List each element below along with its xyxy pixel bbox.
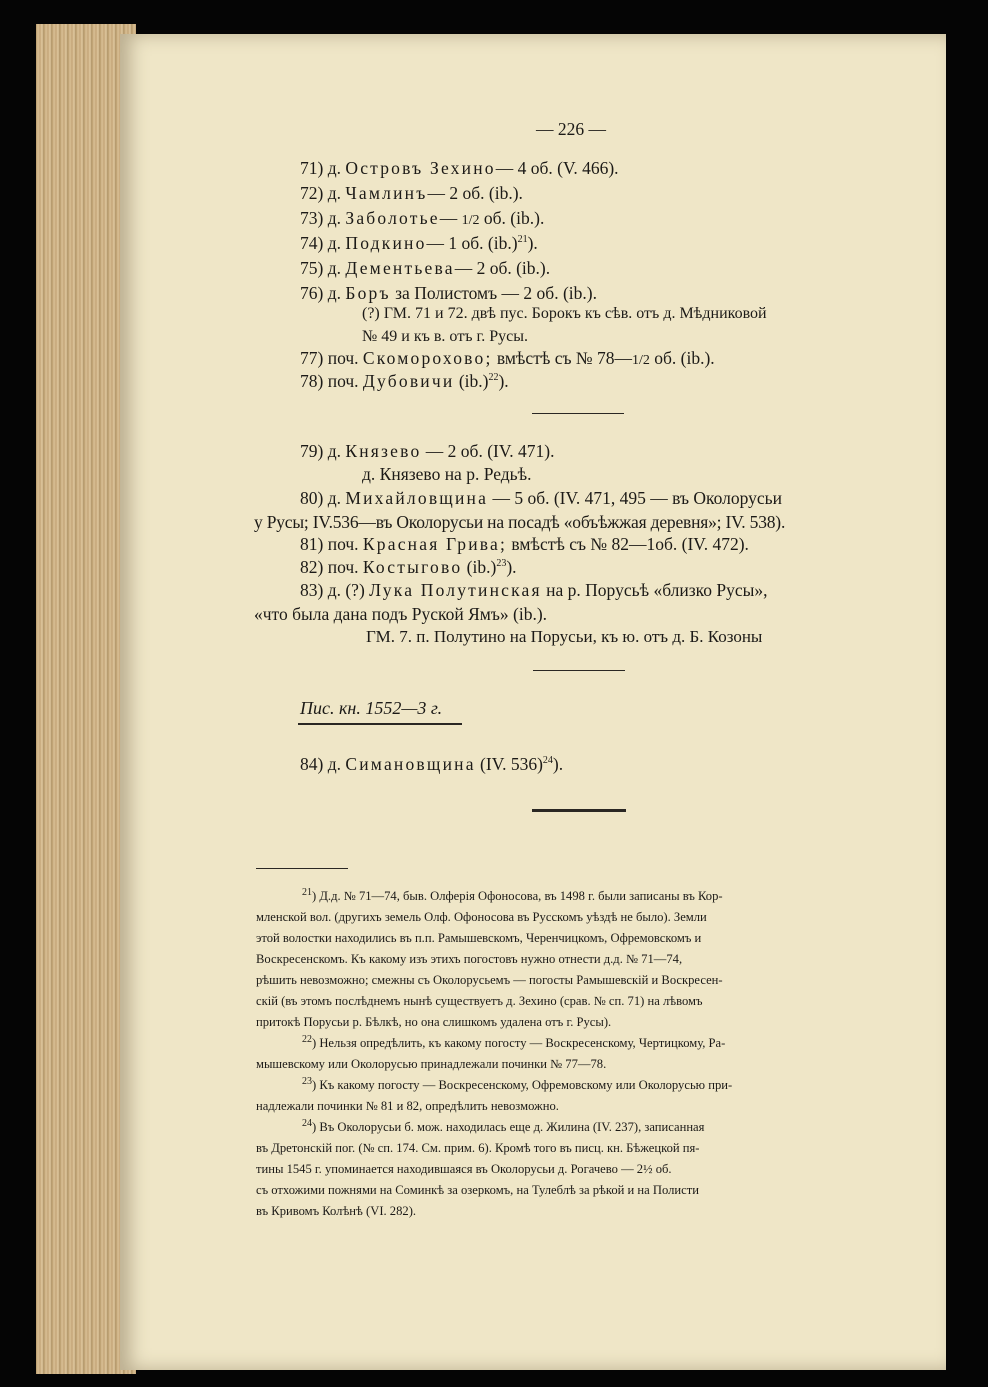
footnote-24-line-2: въ Дретонскій пог. (№ сп. 174. См. прим. 6). Кромѣ того въ писц. кн. Бѣжецкой пя- [256,1141,700,1155]
footnote-22-line-1: $^{22}$) Нельзя опредѣлить, къ какому погосту — Воскресенскому, Чертицкому, Ра- [302,1033,726,1050]
section-divider [533,670,625,671]
entry-71: 71) д. Островъ Зехино— 4 об. (V. 466). [300,158,619,178]
entry-82: 82) поч. Костыгово $(ib.)^{23}$). [300,557,517,577]
footnote-21-line-6: скій (въ этомъ послѣднемъ нынѣ существуетъ д. Зехино (срав. № сп. 71) на лѣвомъ [256,994,703,1008]
entry-83-continued: «что была дана подъ Руской Ямъ» (ib.). [254,604,548,624]
entry-80: 80) д. Михайловщина — 5 об. (IV. 471, 495 — въ Околорусьи [300,488,783,508]
footnote-21-line-2: мленской вол. (другихъ земель Олф. Офоносова въ Русскомъ уѣздѣ не было). Земли [256,910,707,924]
footnote-21-line-5: рѣшить невозможно; смежны съ Околорусьемъ — погосты Рамышевскій и Воскресен- [256,973,723,987]
entry-79-variant: д. Князево на р. Редьѣ. [362,464,532,484]
footnote-24-line-5: въ Кривомъ Колѣнѣ (VI. 282). [256,1204,417,1218]
footnote-21-line-7: притокѣ Порусьи р. Бѣлкѣ, но она слишкомъ удалена отъ г. Русы). [256,1015,612,1029]
entry-84: 84) д. Симановщина (IV. 536)$^{24}$). [300,754,564,774]
entry-76: 76) д. Боръ за Полистомъ — 2 об. (ib.). [300,283,597,303]
entry-80-continued: у Русы; IV.536—въ Околорусьи на посадѣ «объѣжжая деревня»; IV. 538). [254,512,786,532]
entry-77: 77) поч. Скоморохово; вмѣстѣ съ № 78—1/2 об. (ib.). [300,348,715,368]
footnote-23-line-1: $^{23}$) Къ какому погосту — Воскресенскому, Офремовскому или Околорусью при- [302,1075,733,1092]
entry-72: 72) д. Чамлинъ— 2 об. (ib.). [300,183,523,203]
entry-83-note: ГМ. 7. п. Полутино на Порусьи, къ ю. отъ д. Б. Козоны [366,627,763,646]
page-number: — 226 — [536,119,606,139]
entry-81: 81) поч. Красная Грива; вмѣстѣ съ № 82—1об. (IV. 472). [300,534,749,554]
footnote-21-line-1: $^{21}$) Д.д. № 71—74, быв. Олферія Офоносова, въ 1498 г. были записаны въ Кор- [302,886,723,903]
footnote-21-line-3: этой волостки находились въ п.п. Рамышевскомъ, Черенчицкомъ, Офремовскомъ и [256,931,702,945]
entry-76-note-line-1: (?) ГМ. 71 и 72. двѣ пус. Борокъ къ сѣв. отъ д. Мѣдниковой [362,305,767,322]
end-rule [532,809,626,812]
footnote-21-line-4: Воскресенскомъ. Къ какому изъ этихъ погостовъ нужно отнести д.д. № 71—74, [256,952,683,966]
footnote-24-line-4: съ отхожими пожнями на Соминкѣ за озеркомъ, на Тулеблѣ за рѣкой и на Полисти [256,1183,699,1197]
footnote-24-line-3: тины 1545 г. упоминается находившаяся въ Околорусьи д. Рогачево — 2½ об. [256,1162,672,1176]
footnote-separator [256,868,348,869]
footnote-24-line-1: $^{24}$) Въ Околорусьи б. мож. находилась еще д. Жилина (IV. 237), записанная [302,1117,705,1134]
footnote-22-line-2: мышевскому или Околорусью принадлежали починки № 77—78. [256,1057,607,1071]
entry-78: 78) поч. Дубовичи $(ib.)^{22}$). [300,371,509,391]
entry-79: 79) д. Князево — 2 об. (IV. 471). [300,441,555,461]
footnote-23-line-2: надлежали починки № 81 и 82, опредѣлить невозможно. [256,1099,559,1113]
entry-73: 73) д. Заболотье— 1/2 об. (ib.). [300,208,545,228]
section-heading: Пис. кн. 1552—3 г. [300,698,443,718]
section-divider [532,413,624,414]
heading-underline [298,723,462,725]
entry-83: 83) д. (?) Лука Полутинская на р. Порусьѣ «близко Русы», [300,580,768,600]
entry-76-note-line-2: № 49 и къ в. отъ г. Русы. [362,328,528,345]
entry-74: 74) д. Подкино— 1 об. $(ib.)^{21}$). [300,233,538,253]
entry-75: 75) д. Дементьева— 2 об. (ib.). [300,258,551,278]
